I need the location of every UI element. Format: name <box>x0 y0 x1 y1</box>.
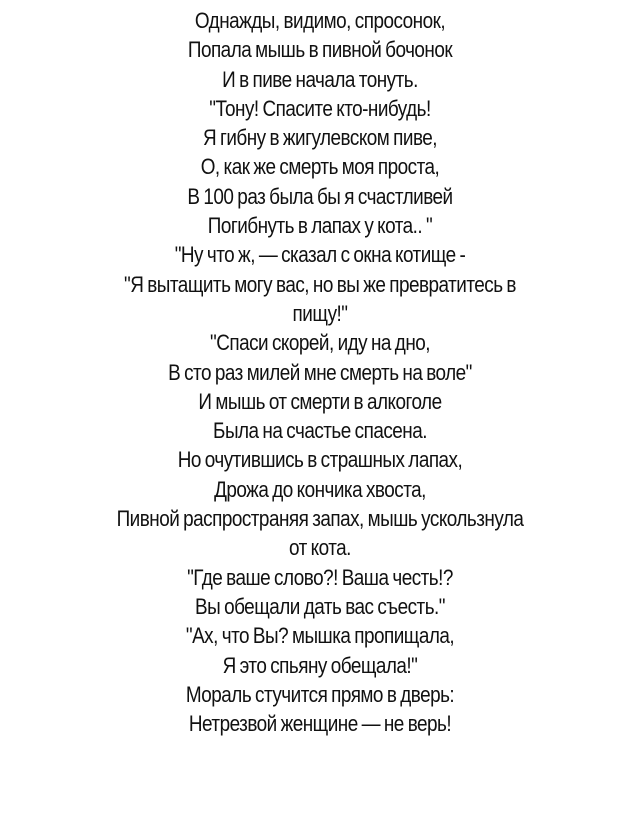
poem-line-22: "Ах, что Вы? мышка пропищала, <box>185 623 455 649</box>
poem-line-5: Я гибну в жигулевском пиве, <box>202 125 438 151</box>
poem-line-20: "Где ваше слово?! Ваша честь!? <box>187 564 453 590</box>
poem-line-7: В 100 раз была бы я счастливей <box>187 183 453 209</box>
poem-line-2: Попала мышь в пивной бочонок <box>187 37 453 63</box>
poem-line-6: О, как же смерть моя проста, <box>200 154 440 180</box>
poem-line-8: Погибнуть в лапах у кота.. " <box>207 213 433 239</box>
poem-line-15: Была на счастье спасена. <box>213 418 427 444</box>
poem-line-19: от кота. <box>289 535 351 561</box>
poem-line-23: Я это спьяну обещала!" <box>222 652 418 678</box>
poem-line-16: Но очутившись в страшных лапах, <box>177 447 463 473</box>
poem-line-9: "Ну что ж, — сказал с окна котище - <box>174 242 466 268</box>
poem-line-11: пищу!" <box>292 300 348 326</box>
poem-line-25: Нетрезвой женщине — не верь! <box>188 711 452 737</box>
poem-line-14: И мышь от смерти в алкоголе <box>198 388 442 414</box>
poem-line-18: Пивной распространяя запах, мышь ускользнула <box>116 506 524 532</box>
poem-line-13: В сто раз милей мне смерть на воле" <box>168 359 472 385</box>
poem-line-10: "Я вытащить могу вас, но вы же превратитесь в <box>124 271 516 297</box>
poem-line-4: "Тону! Спасите кто-нибудь! <box>209 95 431 121</box>
poem-line-21: Вы обещали дать вас съесть." <box>195 593 445 619</box>
poem-line-3: И в пиве начала тонуть. <box>222 66 418 92</box>
poem-line-12: "Спаси скорей, иду на дно, <box>210 330 430 356</box>
poem-line-24: Мораль стучится прямо в дверь: <box>185 681 455 707</box>
poem-line-17: Дрожа до кончика хвоста, <box>214 476 426 502</box>
poem-line-1: Однажды, видимо, спросонок, <box>194 8 446 33</box>
